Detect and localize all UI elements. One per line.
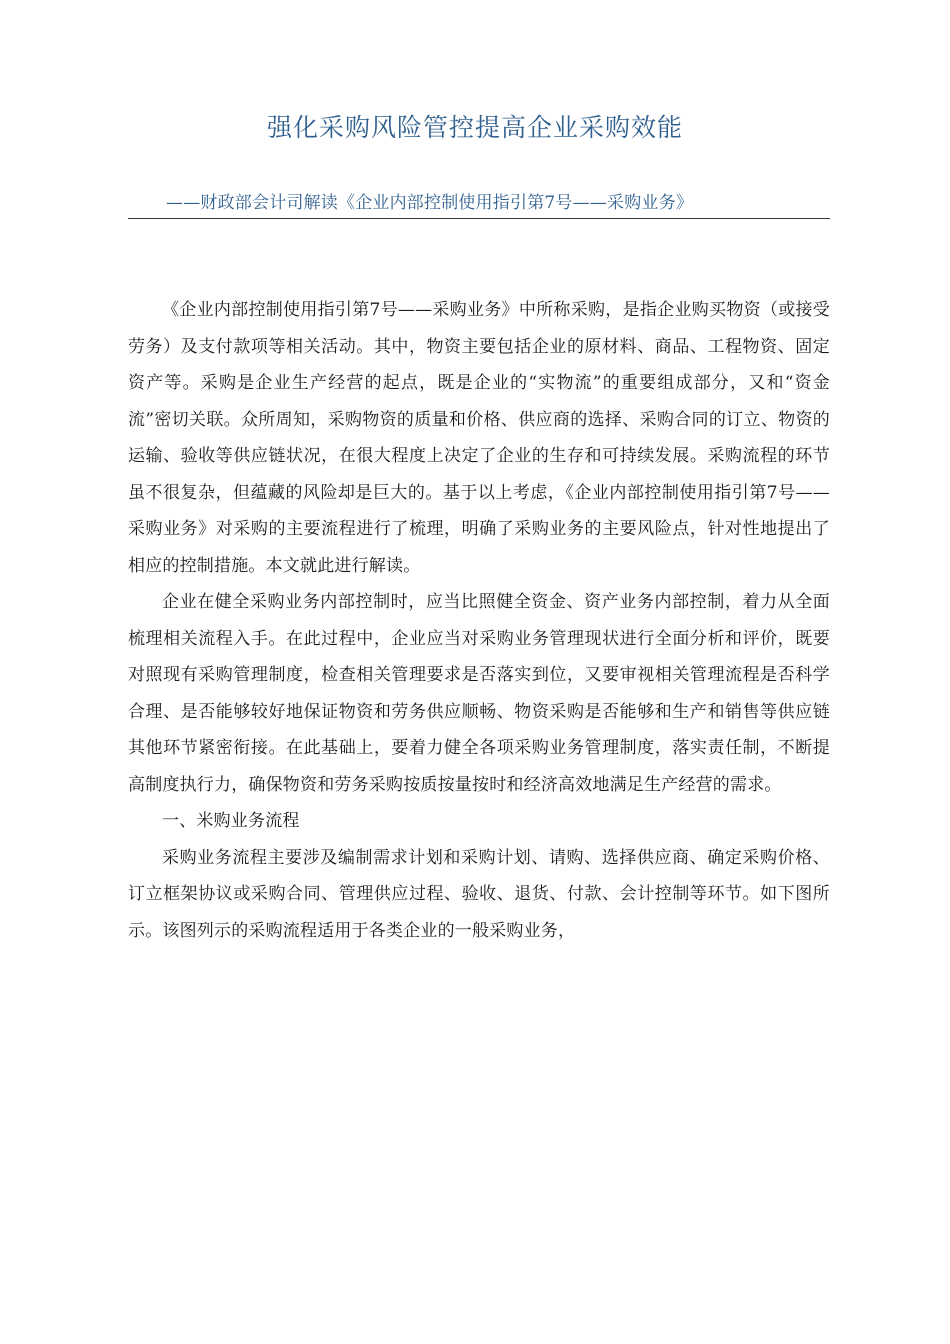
document-title: 强化采购风险管控提高企业采购效能 — [266, 113, 683, 142]
section-heading: 一、米购业务流程 — [162, 811, 300, 831]
section-paragraph: 采购业务流程主要涉及编制需求计划和采购计划、请购、选择供应商、确定采购价格、订立框架协议或采购合同、管理供应过程、验收、退货、付款、会计控制等环节。如下图所示。该图列示的采购流程适用于各类企业的一般采购业务， — [128, 847, 830, 941]
document-body — [128, 292, 830, 949]
subtitle-divider — [128, 218, 830, 219]
document-subtitle: ——财政部会计司解读《企业内部控制使用指引第7号——采购业务》 — [166, 193, 694, 213]
body-paragraph-1: 《企业内部控制使用指引第7号——采购业务》中所称采购，是指企业购买物资（或接受劳务）及支付款项等相关活动。其中，物资主要包括企业的原材料、商品、工程物资、固定资产等。采购是企业生产经营的起点，既是企业的“实物流”的重要组成部分，又和“资金流”密切关联。众所周知，采购物资的质量和价格、供应商的选择、采购合同的订立、物资的运输、验收等供应链状况，在很大程度上决定了企业的生存和可持续发展。采购流程的环节虽不很复杂，但蕴藏的风险却是巨大的。基于以上考虑，《企业内部控制使用指引第7号——采购业务》对采购的主要流程进行了梳理，明确了采购业务的主要风险点，针对性地提出了相应的控制措施。本文就此进行解读。 — [128, 300, 830, 576]
body-paragraph-2: 企业在健全采购业务内部控制时，应当比照健全资金、资产业务内部控制，着力从全面梳理相关流程入手。在此过程中，企业应当对采购业务管理现状进行全面分析和评价，既要对照现有采购管理制度，检查相关管理要求是否落实到位，又要审视相关管理流程是否科学合理、是否能够较好地保证物资和劳务供应顺畅、物资采购是否能够和生产和销售等供应链其他环节紧密衔接。在此基础上，要着力健全各项采购业务管理制度，落实责任制，不断提高制度执行力，确保物资和劳务采购按质按量按时和经济高效地满足生产经营的需求。 — [128, 592, 830, 795]
